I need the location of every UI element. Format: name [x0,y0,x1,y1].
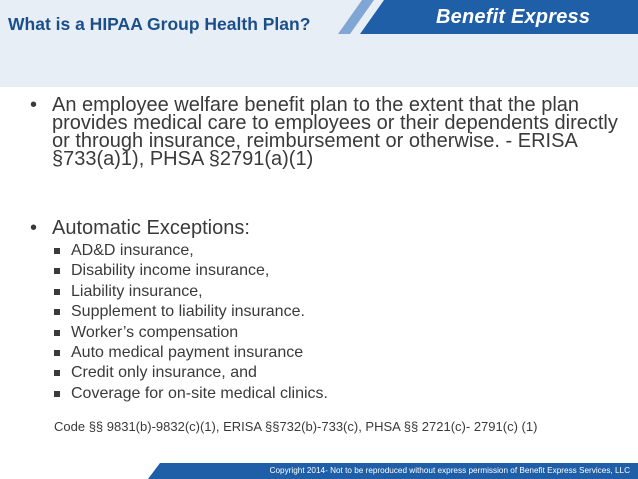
bullet-dot-icon: • [30,94,38,116]
list-item [54,384,574,404]
list-item [54,323,574,343]
list-item-text: Liability insurance, [71,282,203,300]
list-item-text: Credit only insurance, and [71,364,257,382]
square-bullet-icon [54,391,60,397]
list-item-text: AD&D insurance, [71,242,194,259]
copyright-notice: Copyright 2014- Not to be reproduced without express permission of Benefit Express Services, LLC [269,466,630,475]
square-bullet-icon [54,309,60,315]
list-item [54,302,574,322]
list-item-text: Worker’s compensation [71,323,239,341]
list-item [54,241,574,261]
bullet-dot-icon: • [30,217,38,239]
square-bullet-icon [54,350,60,356]
bullet-definition-text: An employee welfare benefit plan to the extent that the plan provides medical care to employees or their dependents directly or through insurance, reimbursement or otherwise. - ERISA §733(a)1), PHSA §2791(a)(1) [52,94,618,170]
square-bullet-icon [54,330,60,336]
list-item-text: Coverage for on-site medical clinics. [71,384,328,402]
bullet-exceptions-heading: Automatic Exceptions: [52,217,250,239]
square-bullet-icon [54,268,60,274]
square-bullet-icon [54,289,60,295]
benefit-express-logo: Benefit Express [436,6,591,28]
exceptions-list [54,241,574,404]
list-item [54,282,574,302]
list-item [54,261,574,281]
slide-title: What is a HIPAA Group Health Plan? [8,14,311,34]
square-bullet-icon [54,370,60,376]
list-item [54,363,574,383]
code-reference: Code §§ 9831(b)-9832(c)(1), ERISA §§732(b)-733(c), PHSA §§ 2721(c)- 2791(c) (1) [54,419,538,434]
list-item-text: Supplement to liability insurance. [71,303,305,321]
square-bullet-icon [54,248,60,254]
list-item-text: Auto medical payment insurance [71,343,304,361]
list-item [54,343,574,363]
list-item-text: Disability income insurance, [71,262,270,280]
